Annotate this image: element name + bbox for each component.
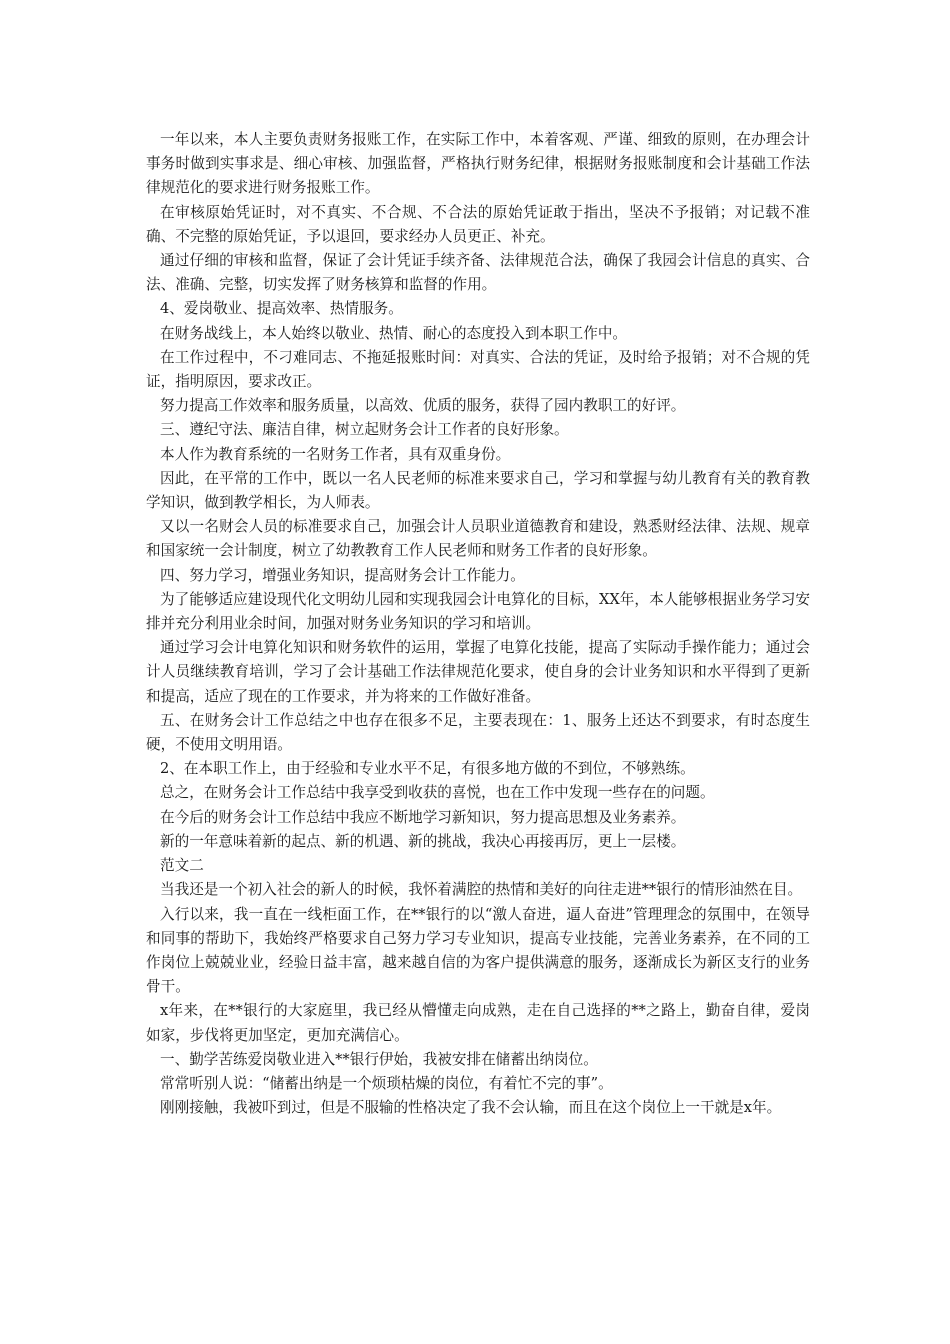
paragraph: 一年以来，本人主要负责财务报账工作，在实际工作中，本着客观、严谨、细致的原则，在办理会计事务时做到实事求是、细心审核、加强监督，严格执行财务纪律，根据财务报账制度和会计基础工作法律规范化的要求进行财务报账工作。 [146, 131, 810, 197]
paragraph: 当我还是一个初入社会的新人的时候，我怀着满腔的热情和美好的向往走进**银行的情形油然在目。 [160, 881, 803, 899]
paragraph: 入行以来，我一直在一线柜面工作，在**银行的以“激人奋进，逼人奋进”管理理念的氛围中，在领导和同事的帮助下，我始终严格要求自己努力学习专业知识，提高专业技能，完善业务素养，在不同的工作岗位上兢兢业业，经验日益丰富，越来越自信的为客户提供满意的服务，逐渐成长为新区支行的业务骨干。 [146, 905, 810, 996]
section-heading: 四、努力学习，增强业务知识，提高财务会计工作能力。 [160, 566, 525, 584]
paragraph: 在今后的财务会计工作总结中我应不断地学习新知识，努力提高思想及业务素养。 [160, 808, 686, 826]
paragraph: 在审核原始凭证时，对不真实、不合规、不合法的原始凭证敢于指出，坚决不予报销；对记载不准确、不完整的原始凭证，予以退回，要求经办人员更正、补充。 [146, 203, 810, 245]
paragraph: 2、在本职工作上，由于经验和专业水平不足，有很多地方做的不到位，不够熟练。 [160, 760, 695, 778]
paragraph: 在财务战线上，本人始终以敬业、热情、耐心的态度投入到本职工作中。 [160, 324, 628, 342]
paragraph: 通过仔细的审核和监督，保证了会计凭证手续齐备、法律规范合法，确保了我园会计信息的真实、合法、准确、完整，切实发挥了财务核算和监督的作用。 [146, 252, 810, 294]
paragraph: x年来，在**银行的大家庭里，我已经从懵懂走向成熟，走在自己选择的**之路上，勤奋自律，爱岗如家，步伐将更加坚定，更加充满信心。 [146, 1002, 810, 1044]
paragraph: 总之，在财务会计工作总结中我享受到收获的喜悦，也在工作中发现一些存在的问题。 [160, 784, 715, 802]
paragraph: 在工作过程中，不刁难同志、不拖延报账时间：对真实、合法的凭证，及时给予报销；对不合规的凭证，指明原因，要求改正。 [146, 348, 810, 391]
paragraph: 常常听别人说：“储蓄出纳是一个烦琐枯燥的岗位，有着忙不完的事”。 [160, 1074, 613, 1092]
section-heading: 4、爱岗敬业、提高效率、热情服务。 [160, 300, 403, 318]
paragraph: 为了能够适应建设现代化文明幼儿园和实现我园会计电算化的目标，XX年，本人能够根据业务学习安排并充分利用业余时间，加强对财务业务知识的学习和培训。 [146, 590, 810, 633]
paragraph: 新的一年意味着新的起点、新的机遇、新的挑战，我决心再接再厉，更上一层楼。 [160, 832, 686, 850]
paragraph: 努力提高工作效率和服务质量，以高效、优质的服务，获得了园内教职工的好评。 [160, 397, 686, 415]
paragraph: 刚刚接触，我被吓到过，但是不服输的性格决定了我不会认输，而且在这个岗位上一干就是x年。 [160, 1099, 782, 1117]
paragraph: 通过学习会计电算化知识和财务软件的运用，掌握了电算化技能，提高了实际动手操作能力；通过会计人员继续教育培训，学习了会计基础工作法律规范化要求，使自身的会计业务知识和水平得到了更新和提高，适应了现在的工作要求，并为将来的工作做好准备。 [146, 639, 810, 705]
section-heading: 一、勤学苦练爱岗敬业进入**银行伊始，我被安排在储蓄出纳岗位。 [160, 1050, 598, 1068]
sample-title: 范文二 [160, 857, 204, 875]
section-heading: 五、在财务会计工作总结之中也存在很多不足，主要表现在：1、服务上还达不到要求，有时态度生硬，不使用文明用语。 [146, 711, 810, 754]
paragraph: 又以一名财会人员的标准要求自己，加强会计人员职业道德教育和建设，熟悉财经法律、法规、规章和国家统一会计制度，树立了幼教教育工作人民老师和财务工作者的良好形象。 [146, 518, 810, 560]
document-body [146, 128, 810, 1120]
paragraph: 因此，在平常的工作中，既以一名人民老师的标准来要求自己，学习和掌握与幼儿教育有关的教育教学知识，做到教学相长，为人师表。 [146, 469, 810, 512]
paragraph: 本人作为教育系统的一名财务工作者，具有双重身份。 [160, 445, 511, 463]
section-heading: 三、遵纪守法、廉洁自律，树立起财务会计工作者的良好形象。 [160, 421, 569, 439]
